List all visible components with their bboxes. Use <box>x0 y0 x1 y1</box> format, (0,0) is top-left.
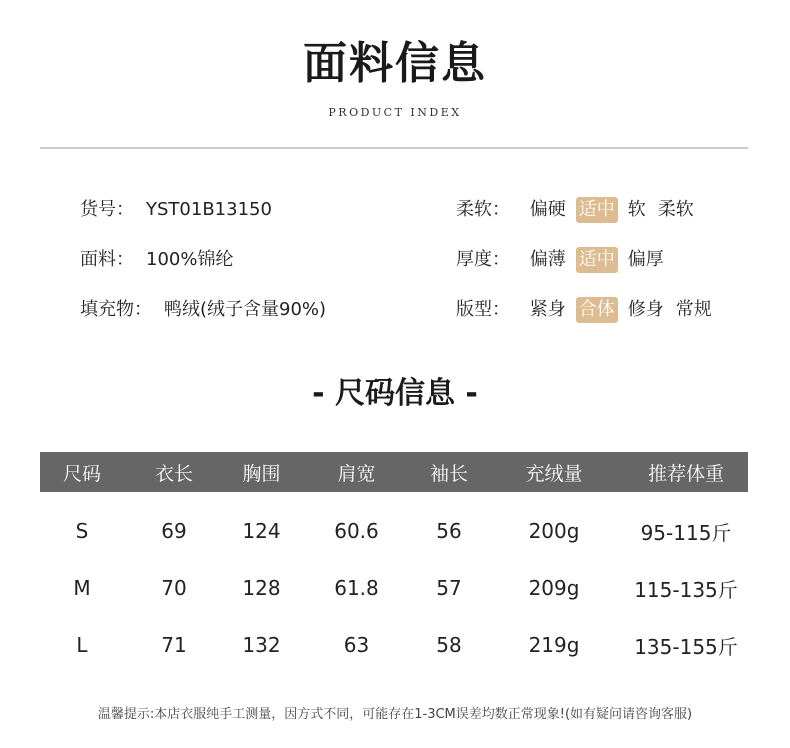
page-subtitle: PRODUCT INDEX <box>328 106 462 119</box>
table-cell: M <box>73 576 91 600</box>
table-cell: 219g <box>528 633 580 657</box>
option-selected: 适中 <box>576 197 618 223</box>
info-value: 鸭绒(绒子含量90%) <box>164 299 327 320</box>
info-label: 面料： <box>80 249 134 270</box>
table-cell: 95-115斤 <box>640 520 732 545</box>
table-row <box>40 630 748 660</box>
table-cell: L <box>76 633 88 657</box>
option: 常规 <box>675 299 712 320</box>
option-selected: 合体 <box>576 297 618 323</box>
table-cell: 128 <box>242 576 281 600</box>
page-title: 面料信息 <box>303 38 487 89</box>
option: 柔软 <box>657 199 694 220</box>
option: 偏薄 <box>529 249 566 270</box>
table-cell: 63 <box>343 633 370 657</box>
info-value: YST01B13150 <box>146 199 272 220</box>
divider <box>40 147 748 149</box>
option: 软 <box>627 199 646 220</box>
size-table-header <box>40 452 748 492</box>
table-cell: 135-155斤 <box>634 634 738 659</box>
info-item-fit <box>456 297 722 323</box>
table-cell: 115-135斤 <box>634 577 738 602</box>
table-cell: 58 <box>436 633 462 657</box>
table-cell: 60.6 <box>334 519 379 543</box>
table-cell: 61.8 <box>334 576 379 600</box>
option-selected: 适中 <box>576 247 618 273</box>
info-item-filling <box>80 297 326 323</box>
table-cell: 124 <box>242 519 281 543</box>
table-header-cell: 推荐体重 <box>647 462 724 485</box>
info-value: 100%锦纶 <box>146 249 234 270</box>
info-item-sku <box>80 197 272 223</box>
info-item-thickness <box>456 247 674 273</box>
info-label: 柔软： <box>456 199 510 220</box>
option: 偏硬 <box>529 199 566 220</box>
table-cell: 71 <box>161 633 187 657</box>
table-cell: 57 <box>436 576 462 600</box>
table-cell: 209g <box>528 576 580 600</box>
table-cell: 69 <box>161 519 187 543</box>
option: 修身 <box>627 299 664 320</box>
table-header-cell: 袖长 <box>429 462 468 485</box>
table-cell: 56 <box>436 519 462 543</box>
fit-options <box>528 297 722 323</box>
option: 紧身 <box>529 299 566 320</box>
info-label: 填充物： <box>80 299 152 320</box>
option: 偏厚 <box>627 249 664 270</box>
table-cell: S <box>75 519 89 543</box>
table-cell: 200g <box>528 519 580 543</box>
table-header-cell: 胸围 <box>242 462 281 485</box>
table-header-cell: 尺码 <box>62 462 101 485</box>
measurement-note: 温馨提示:本店衣服纯手工测量，因方式不同，可能存在1-3CM误差均数正常现象!(如有疑问请咨询客服) <box>97 707 693 722</box>
table-row <box>40 573 748 603</box>
table-cell: 132 <box>242 633 281 657</box>
table-cell: 70 <box>161 576 187 600</box>
info-label: 版型： <box>456 299 510 320</box>
info-label: 货号： <box>80 199 134 220</box>
table-header-cell: 肩宽 <box>337 462 376 485</box>
size-section-title: - 尺码信息 - <box>312 376 478 411</box>
info-item-fabric <box>80 247 233 273</box>
table-row <box>40 516 748 546</box>
table-header-cell: 充绒量 <box>525 462 583 485</box>
softness-options <box>528 197 704 223</box>
table-header-cell: 衣长 <box>154 462 193 485</box>
thickness-options <box>528 247 674 273</box>
info-item-softness <box>456 197 704 223</box>
info-label: 厚度： <box>456 249 510 270</box>
